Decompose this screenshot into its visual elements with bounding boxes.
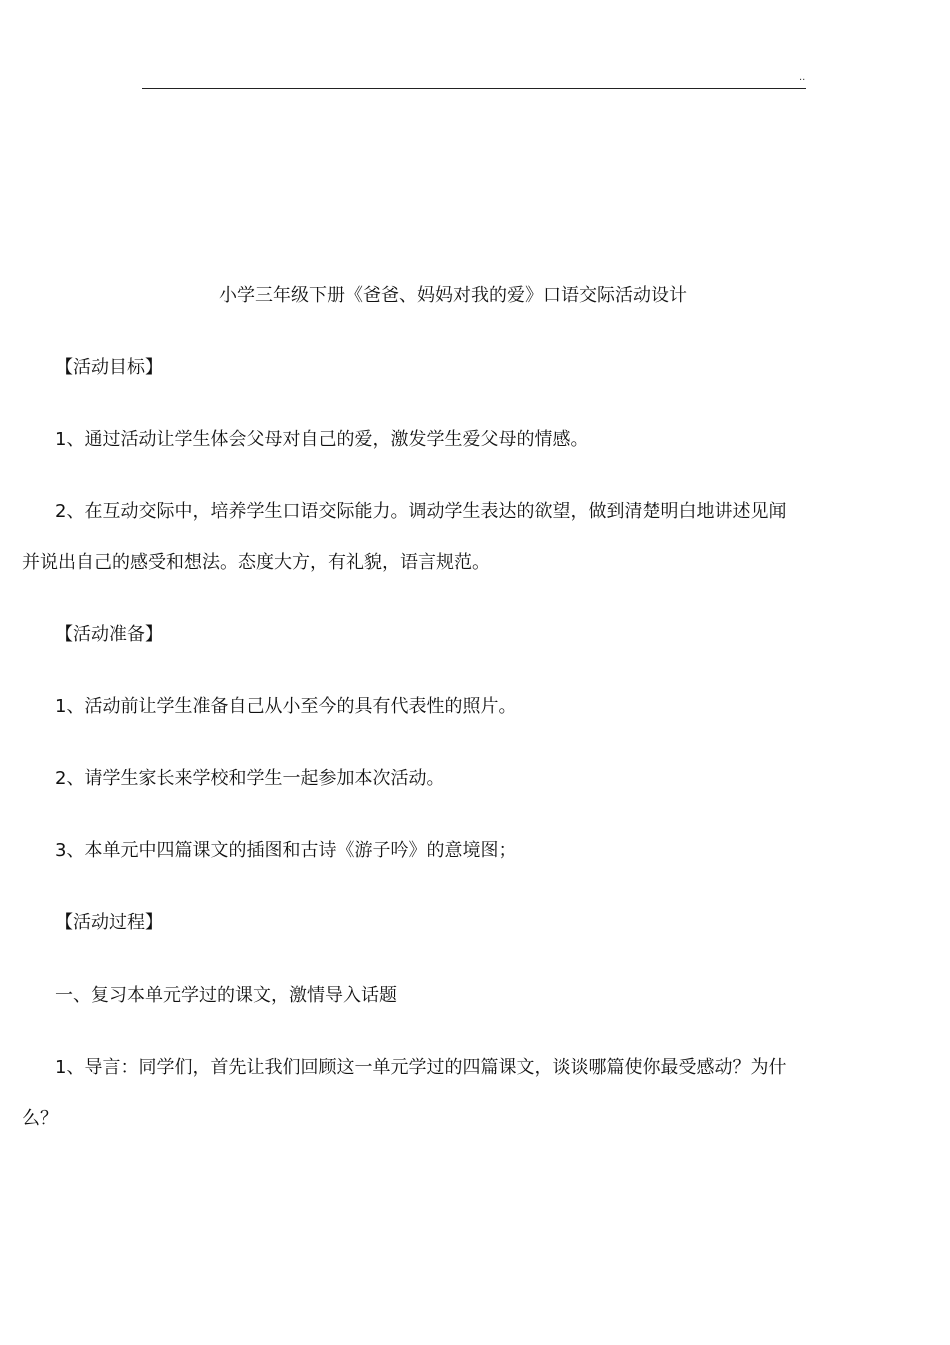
goals-item-2-line-2: 并说出自己的感受和想法。态度大方，有礼貌，语言规范。: [22, 552, 490, 573]
goals-item-2-line-1: 2、在互动交际中，培养学生口语交际能力。调动学生表达的欲望，做到清楚明白地讲述见闻: [55, 501, 787, 522]
goals-item-1: 1、通过活动让学生体会父母对自己的爱，激发学生爱父母的情感。: [55, 429, 589, 450]
process-item-1-line-2: 么？: [22, 1108, 58, 1129]
header-mark: ..: [799, 72, 806, 83]
process-heading: 【活动过程】: [55, 912, 163, 933]
preparation-item-3: 3、本单元中四篇课文的插图和古诗《游子吟》的意境图；: [55, 840, 517, 861]
header-rule: [142, 88, 806, 89]
process-item-1-line-1: 1、导言：同学们，首先让我们回顾这一单元学过的四篇课文，谈谈哪篇使你最受感动？为什: [55, 1057, 787, 1078]
preparation-heading: 【活动准备】: [55, 624, 163, 645]
process-section-1: 一、复习本单元学过的课文，激情导入话题: [55, 985, 397, 1006]
preparation-item-2: 2、请学生家长来学校和学生一起参加本次活动。: [55, 768, 445, 789]
goals-heading: 【活动目标】: [55, 357, 163, 378]
preparation-item-1: 1、活动前让学生准备自己从小至今的具有代表性的照片。: [55, 696, 517, 717]
document-title: 小学三年级下册《爸爸、妈妈对我的爱》口语交际活动设计: [219, 285, 687, 306]
